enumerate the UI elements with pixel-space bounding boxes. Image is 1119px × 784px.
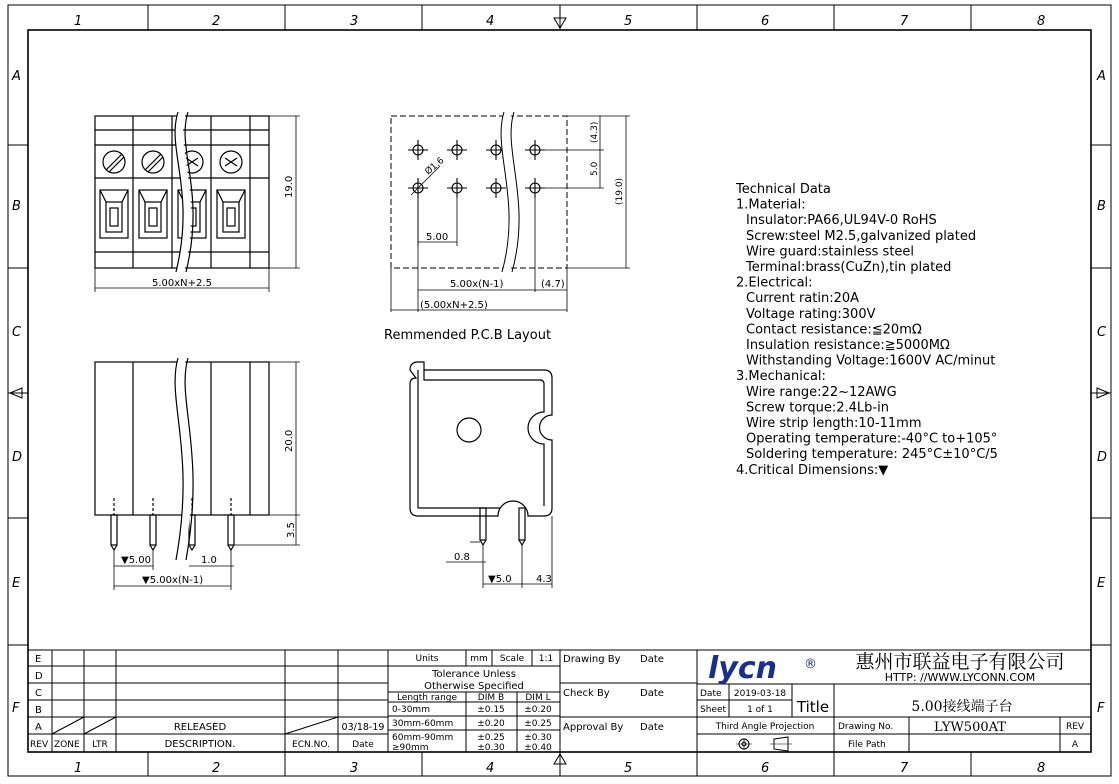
row-label-b-right: B bbox=[1097, 199, 1106, 214]
side-dim-pin: 3.5 bbox=[286, 522, 297, 538]
drawing-by-label: Drawing By bbox=[563, 654, 621, 665]
tol-title-1: Tolerance Unless bbox=[432, 669, 516, 680]
technical-data bbox=[735, 182, 998, 478]
tol-r2-b: ±0.25 bbox=[477, 733, 505, 743]
tol-r0-range: 0-30mm bbox=[392, 705, 430, 715]
col-label-2-bottom: 2 bbox=[212, 761, 221, 776]
row-label-a-right: A bbox=[1097, 69, 1106, 84]
date-label: Date bbox=[700, 689, 722, 699]
check-by-date-label: Date bbox=[640, 688, 664, 699]
inner-border bbox=[28, 30, 1091, 752]
tol-mm: mm bbox=[470, 654, 488, 664]
company-url: HTTP: //WWW.LYCONN.COM bbox=[884, 671, 1036, 684]
tech-line: Insulator:PA66,UL94V-0 RoHS bbox=[746, 213, 937, 229]
col-label-4: 4 bbox=[486, 14, 495, 29]
tol-col-l: DIM L bbox=[525, 693, 551, 703]
side-dim-total: ▼5.00x(N-1) bbox=[142, 575, 204, 586]
file-path-label: File Path bbox=[848, 740, 886, 750]
tech-line: 4.Critical Dimensions:▼ bbox=[736, 462, 889, 478]
title-value: 5.00接线端子台 bbox=[911, 699, 1013, 715]
sheet-label: Sheet bbox=[700, 705, 727, 715]
rev-date-value: 03/18-19 bbox=[341, 722, 385, 733]
tol-r0-b: ±0.15 bbox=[477, 705, 505, 715]
tech-line: 3.Mechanical: bbox=[736, 369, 826, 385]
rev-row-d: D bbox=[35, 671, 43, 682]
sheet-value: 1 of 1 bbox=[747, 705, 773, 715]
rev-row-c: C bbox=[35, 688, 42, 699]
header-description: DESCRIPTION. bbox=[164, 739, 236, 750]
tol-r3-range: ≥90mm bbox=[392, 743, 429, 753]
tech-line: Terminal:brass(CuZn),tin plated bbox=[746, 260, 952, 275]
profile-dim-pitch: ▼5.0 bbox=[488, 574, 512, 585]
side-dim-pin-width: 1.0 bbox=[201, 555, 217, 566]
col-label-5: 5 bbox=[624, 14, 633, 29]
rev-row-e: E bbox=[35, 654, 42, 665]
pcb-dim-span: 5.00x(N-1) bbox=[450, 279, 504, 290]
front-dim-width: 5.00xN+2.5 bbox=[152, 278, 212, 289]
col-label-2: 2 bbox=[212, 14, 221, 29]
rev-label: REV bbox=[1065, 722, 1085, 732]
col-label-4-bottom: 4 bbox=[486, 761, 495, 776]
tol-scale-value: 1:1 bbox=[538, 654, 554, 664]
header-ltr: LTR bbox=[92, 740, 108, 750]
tol-r2-l: ±0.30 bbox=[524, 733, 552, 743]
header-zone: ZONE bbox=[54, 740, 80, 750]
tol-r1-range: 30mm-60mm bbox=[392, 719, 454, 729]
col-label-6: 6 bbox=[761, 14, 770, 29]
registered-mark: ® bbox=[804, 657, 817, 672]
tol-r0-l: ±0.20 bbox=[524, 705, 552, 715]
profile-dim-pin: 0.8 bbox=[454, 552, 470, 563]
check-by-label: Check By bbox=[563, 688, 610, 699]
tol-r2-range: 60mm-90mm bbox=[392, 733, 454, 743]
row-label-f: F bbox=[12, 701, 20, 716]
tech-line: Insulation resistance:≧5000MΩ bbox=[746, 338, 950, 353]
tol-units: Units bbox=[415, 654, 439, 664]
row-label-c-right: C bbox=[1097, 325, 1107, 340]
header-date: Date bbox=[352, 740, 374, 750]
approval-by-label: Approval By bbox=[563, 722, 624, 733]
rev-value: A bbox=[1071, 740, 1079, 750]
side-dim-height: 20.0 bbox=[284, 429, 295, 452]
pcb-dim-hole: Ø1.6 bbox=[423, 155, 447, 178]
drawing-no-label: Drawing No. bbox=[838, 722, 894, 732]
tech-line: Wire guard:stainless steel bbox=[746, 244, 915, 260]
front-dim-height: 19.0 bbox=[284, 175, 295, 198]
pcb-dim-row: 5.0 bbox=[590, 161, 600, 176]
rev-row-a: A bbox=[35, 722, 42, 733]
tech-line: Soldering temperature: 245°C±10°C/5 bbox=[746, 447, 998, 463]
side-dim-pitch: ▼5.00 bbox=[121, 555, 151, 566]
col-label-8-bottom: 8 bbox=[1037, 761, 1046, 776]
row-label-d: D bbox=[12, 450, 23, 465]
drawing-by-date-label: Date bbox=[640, 654, 664, 665]
row-label-c: C bbox=[12, 325, 22, 340]
tech-line: 1.Material: bbox=[736, 197, 806, 213]
tol-r1-l: ±0.25 bbox=[524, 719, 552, 729]
col-label-3-bottom: 3 bbox=[350, 761, 359, 776]
col-label-1-bottom: 1 bbox=[74, 761, 83, 776]
row-label-b: B bbox=[12, 199, 21, 214]
row-label-d-right: D bbox=[1097, 450, 1108, 465]
tech-line: Screw torque:2.4Lb-in bbox=[746, 400, 889, 416]
col-label-5-bottom: 5 bbox=[624, 761, 633, 776]
company-name: 惠州市联益电子有限公司 bbox=[855, 651, 1065, 673]
company-logo: lycn bbox=[708, 651, 777, 686]
row-label-e: E bbox=[12, 576, 21, 591]
tol-col-range: Length range bbox=[396, 693, 458, 703]
col-label-7: 7 bbox=[900, 14, 909, 29]
tech-line: Operating temperature:-40°C to+105° bbox=[746, 431, 998, 447]
pcb-caption: Remmended P.C.B Layout bbox=[384, 328, 552, 343]
tech-line: Current ratin:20A bbox=[746, 291, 860, 307]
pcb-dim-pitch: 5.00 bbox=[426, 232, 449, 243]
pcb-dim-total: (5.00xN+2.5) bbox=[420, 300, 488, 311]
drawing-number: LYW500AT bbox=[934, 720, 1006, 735]
tech-line: Voltage rating:300V bbox=[746, 306, 876, 322]
profile-dim-edge: 4.3 bbox=[536, 574, 552, 585]
tol-title-2: Otherwise Specified bbox=[424, 681, 524, 692]
pcb-dim-height: (19.0) bbox=[615, 177, 625, 205]
pcb-dim-top: (4.3) bbox=[590, 121, 600, 143]
tol-scale: Scale bbox=[499, 654, 525, 664]
col-label-1: 1 bbox=[74, 14, 83, 29]
projection-label: Third Angle Projection bbox=[715, 722, 815, 732]
col-label-3: 3 bbox=[350, 14, 359, 29]
row-label-e-right: E bbox=[1097, 576, 1106, 591]
tol-r3-b: ±0.30 bbox=[477, 743, 505, 753]
tech-line: Contact resistance:≦20mΩ bbox=[746, 322, 922, 338]
row-label-f-right: F bbox=[1097, 701, 1105, 716]
header-rev: REV bbox=[30, 740, 49, 750]
rev-row-b: B bbox=[35, 705, 42, 716]
date-value: 2019-03-18 bbox=[733, 689, 787, 699]
tol-col-b: DIM B bbox=[477, 693, 505, 703]
col-label-7-bottom: 7 bbox=[900, 761, 909, 776]
tol-r3-l: ±0.40 bbox=[524, 743, 552, 753]
col-label-6-bottom: 6 bbox=[761, 761, 770, 776]
tech-line: Withstanding Voltage:1600V AC/minut bbox=[746, 353, 996, 369]
title-label: Title bbox=[796, 698, 830, 716]
tech-line: Wire range:22~12AWG bbox=[746, 384, 897, 400]
tech-title: Technical Data bbox=[736, 182, 831, 197]
col-label-8: 8 bbox=[1037, 14, 1046, 29]
row-label-a: A bbox=[12, 69, 21, 84]
profile-view bbox=[410, 362, 552, 588]
tech-line: Wire strip length:10-11mm bbox=[746, 416, 922, 431]
approval-by-date-label: Date bbox=[640, 722, 664, 733]
header-ecn: ECN.NO. bbox=[292, 740, 330, 750]
pcb-dim-edge: (4.7) bbox=[541, 279, 565, 290]
tol-r1-b: ±0.20 bbox=[477, 719, 505, 729]
rev-released: RELEASED bbox=[173, 722, 227, 733]
tech-line: Screw:steel M2.5,galvanized plated bbox=[746, 228, 977, 244]
tech-line: 2.Electrical: bbox=[736, 275, 813, 291]
front-view bbox=[95, 112, 300, 292]
